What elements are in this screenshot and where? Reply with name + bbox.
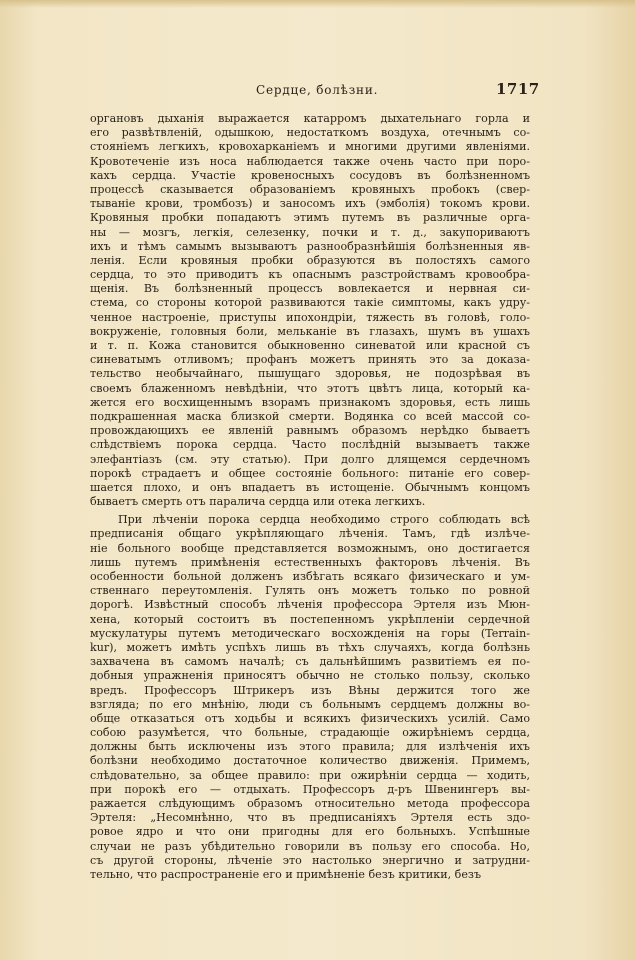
- text-line: жется его восхищеннымъ взорамъ признакомъ здоровья, есть лишь: [90, 395, 530, 409]
- text-line: вредъ. Профессоръ Штрикеръ изъ Вѣны держится того же: [90, 683, 530, 697]
- text-line: ровое ядро и что они пригодны для его больныхъ. Успѣшные: [90, 825, 530, 839]
- text-line: синеватымъ отливомъ; профанъ можетъ принять это за доказа-: [90, 353, 530, 367]
- text-line: ственнаго переутомленія. Гулять онъ можетъ только по ровной: [90, 584, 530, 598]
- text-line: при порокѣ его — отдыхать. Профессоръ д-ръ Швенингеръ вы-: [90, 782, 530, 796]
- text-line: предписанія общаго укрѣпляющаго лѣченія. Тамъ, гдѣ излѣче-: [90, 527, 530, 541]
- text-line: захвачена въ самомъ началѣ; съ дальнѣйшимъ развитіемъ ея по-: [90, 655, 530, 669]
- text-line: ихъ и тѣмъ самымъ вызываютъ разнообразнѣйшія болѣзненныя яв-: [90, 239, 530, 253]
- text-line: При лѣченіи порока сердца необходимо строго соблюдать всѣ: [118, 513, 530, 527]
- header-title: Сердце, болѣзни.: [256, 83, 379, 97]
- text-line: случаи не разъ убѣдительно говорили въ пользу его способа. Но,: [90, 839, 530, 853]
- text-line: болѣзни необходимо достаточное количество движенія. Примемъ,: [90, 754, 530, 768]
- body-text: [90, 112, 530, 882]
- text-line: органовъ дыханія выражается катарромъ дыхательнаго горла и: [90, 112, 530, 125]
- text-line: элефантіазъ (см. эту статью). При долго длящемся сердечномъ: [90, 452, 530, 466]
- text-line: Кровотеченіе изъ носа наблюдается также очень часто при поро-: [90, 154, 530, 168]
- text-line: Кровяныя пробки попадаютъ этимъ путемъ въ различные орга-: [90, 211, 530, 225]
- text-line: щенія. Въ болѣзненный процессъ вовлекается и нервная си-: [90, 282, 530, 296]
- page-number: 1717: [496, 80, 540, 98]
- text-line: и т. п. Кожа становится обыкновенно синеватой или красной съ: [90, 339, 530, 352]
- text-line: слѣдствіемъ порока сердца. Часто послѣдній вызываетъ также: [90, 438, 530, 452]
- text-line: должны быть исключены изъ этого правила; для излѣченія ихъ: [90, 740, 530, 754]
- text-line: ніе больного вообще представляется возможнымъ, оно достигается: [90, 541, 530, 555]
- text-line: бываетъ смерть отъ паралича сердца или отека легкихъ.: [90, 495, 426, 509]
- text-line: добныя упражненія приносятъ обычно не столько пользу, сколько: [90, 669, 530, 683]
- text-line: Эртеля: „Несомнѣнно, что въ предписаніяхъ Эртеля есть здо-: [90, 811, 530, 825]
- text-line: дорогѣ. Извѣстный способъ лѣченія профессора Эртеля изъ Мюн-: [90, 598, 530, 612]
- text-line: тельно, что распространеніе его и примѣненіе безъ критики, безъ: [90, 867, 482, 881]
- running-header: [0, 80, 635, 102]
- paragraph-2: [90, 513, 530, 882]
- text-line: лишь путемъ примѣненія естественныхъ факторовъ лѣченія. Въ: [90, 555, 530, 569]
- text-line: процессѣ сказывается образованіемъ кровяныхъ пробокъ (свер-: [90, 182, 530, 196]
- text-line: порокѣ страдаетъ и общее состояніе больного: питаніе его совер-: [90, 466, 530, 480]
- text-line: ленія. Если кровяныя пробки образуются въ полостяхъ самого: [90, 253, 530, 267]
- text-line: провождающихъ ее явленій равнымъ образомъ нерѣдко бываетъ: [90, 424, 530, 438]
- text-line: собою разумѣется, что больные, страдающіе ожирѣніемъ сердца,: [90, 726, 530, 740]
- text-line: обще отказаться отъ ходьбы и всякихъ физическихъ усилій. Само: [90, 711, 530, 725]
- page-top-edge: [0, 0, 635, 8]
- text-line: мускулатуры путемъ методическаго восхожденія на горы (Terrain-: [90, 626, 530, 640]
- text-line: хена, который состоитъ въ постепенномъ укрѣпленіи сердечной: [90, 612, 530, 626]
- text-line: особенности больной долженъ избѣгать всякаго физическаго и ум-: [90, 570, 530, 583]
- text-line: подкрашенная маска близкой смерти. Водянка со всей массой со-: [90, 409, 530, 423]
- text-line: кахъ сердца. Участіе кровеносныхъ сосудовъ въ болѣзненномъ: [90, 168, 530, 182]
- text-line: своемъ блаженномъ невѣдѣніи, что этотъ цвѣтъ лица, который ка-: [90, 381, 530, 395]
- text-line: вокруженіе, головныя боли, мельканіе въ глазахъ, шумъ въ ушахъ: [90, 324, 530, 338]
- text-line: тельство необычайнаго, пышущаго здоровья, не подозрѣвая въ: [90, 367, 530, 381]
- text-line: ражается слѣдующимъ образомъ относительно метода профессора: [90, 797, 530, 810]
- text-line: съ другой стороны, лѣченіе это настолько энергично и затрудни-: [90, 853, 530, 867]
- text-line: слѣдовательно, за общее правило: при ожирѣніи сердца — ходить,: [90, 768, 530, 782]
- paragraph-1: [90, 112, 530, 509]
- text-line: ны — мозгъ, легкія, селезенку, почки и т. д., закупориваютъ: [90, 225, 530, 239]
- text-line: стояніемъ легкихъ, кровохарканіемъ и многими другими явленіями.: [90, 140, 530, 154]
- text-line: kur), можетъ имѣть успѣхъ лишь въ тѣхъ случаяхъ, когда болѣзнь: [90, 640, 530, 654]
- text-line: ченное настроеніе, приступы ипохондріи, тяжесть въ головѣ, голо-: [90, 310, 530, 324]
- text-line: взгляда; по его мнѣнію, люди съ больнымъ сердцемъ должны во-: [90, 697, 530, 711]
- text-line: тываніе крови, тромбозъ) и заносомъ ихъ (эмболія) токомъ крови.: [90, 197, 530, 211]
- text-line: стема, со стороны которой развиваются такіе симптомы, какъ удру-: [90, 296, 530, 310]
- text-line: его развѣтвленій, одышкою, недостаткомъ воздуха, отечнымъ со-: [90, 126, 530, 140]
- text-line: шается плохо, и онъ впадаетъ въ истощеніе. Обычнымъ концомъ: [90, 480, 530, 494]
- text-line: сердца, то это приводитъ къ опаснымъ разстройствамъ кровообра-: [90, 268, 530, 282]
